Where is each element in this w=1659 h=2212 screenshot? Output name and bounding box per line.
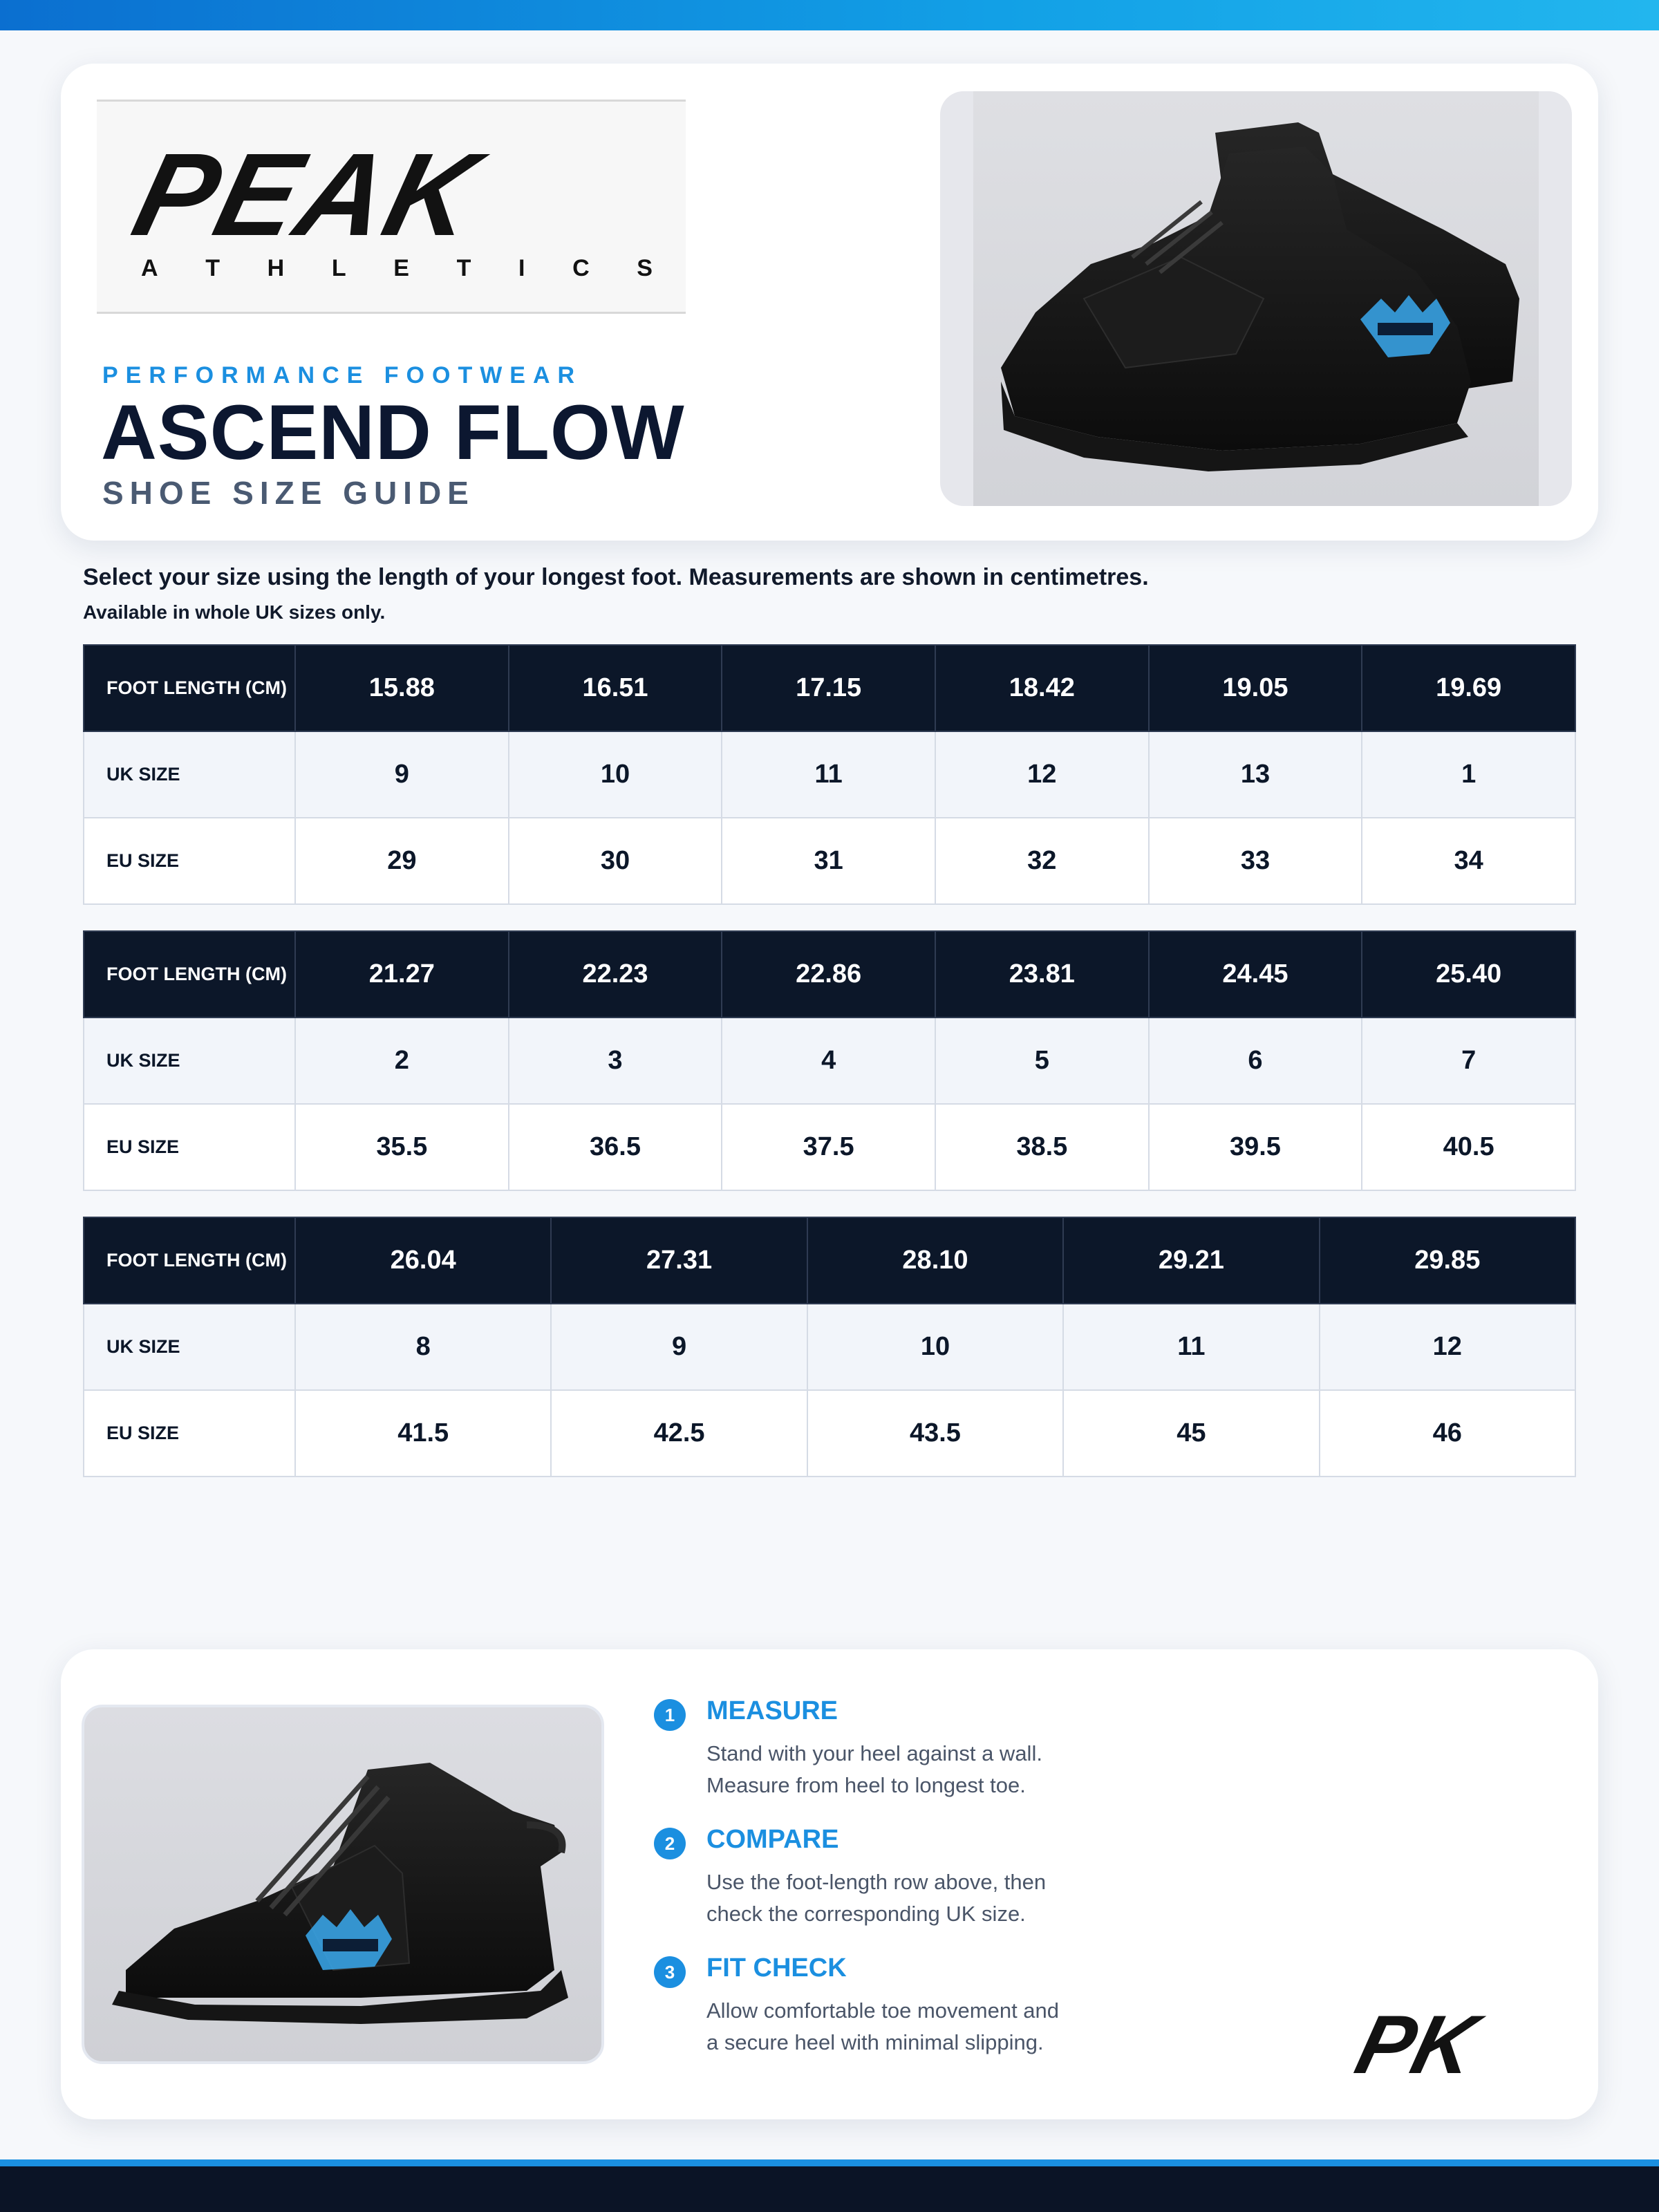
uk-size-cell: 1 [1362, 731, 1575, 818]
uk-size-cell: 3 [509, 1018, 722, 1104]
eu-size-cell: 29 [295, 818, 509, 904]
uk-size-cell: 9 [295, 731, 509, 818]
eu-size-cell: 46 [1320, 1390, 1575, 1477]
step-body [706, 1738, 1232, 1801]
eu-size-row [84, 818, 1575, 904]
foot-length-cell: 24.45 [1149, 931, 1362, 1018]
logo-letter: A [141, 255, 158, 281]
uk-size-cell: 9 [551, 1304, 807, 1390]
step-body-line: Use the foot-length row above, then [706, 1870, 1047, 1894]
uk-size-cell: 8 [295, 1304, 551, 1390]
step-body [706, 1995, 1232, 2059]
foot-length-cell: 18.42 [935, 645, 1149, 731]
step-body-line: Allow comfortable toe movement and [706, 1998, 1060, 2023]
step-title: MEASURE [706, 1696, 838, 1725]
step-number-badge: 2 [654, 1828, 686, 1859]
row-label: FOOT LENGTH (CM) [84, 1217, 295, 1304]
foot-length-cell: 16.51 [509, 645, 722, 731]
guide-subtitle: SHOE SIZE GUIDE [102, 475, 475, 511]
step-title: FIT CHECK [706, 1953, 847, 1983]
logo-wordmark: PEAK [122, 129, 493, 261]
intro-note: Available in whole UK sizes only. [83, 601, 386, 623]
uk-size-cell: 10 [807, 1304, 1063, 1390]
product-photo-side [82, 1705, 604, 2064]
pk-monogram-logo [1345, 1995, 1553, 2092]
step-body [706, 1866, 1232, 1930]
logo-subtitle [141, 255, 653, 282]
step-body-line: Stand with your heel against a wall. [706, 1741, 1042, 1765]
foot-length-cell: 29.85 [1320, 1217, 1575, 1304]
foot-length-row [84, 931, 1575, 1018]
row-label: UK SIZE [84, 1018, 295, 1104]
foot-length-cell: 15.88 [295, 645, 509, 731]
product-photo-pair [940, 91, 1572, 506]
logo-letter: T [205, 255, 220, 281]
eu-size-cell: 42.5 [551, 1390, 807, 1477]
eu-size-cell: 34 [1362, 818, 1575, 904]
step-title: COMPARE [706, 1825, 839, 1854]
row-label: FOOT LENGTH (CM) [84, 645, 295, 731]
top-accent-bar [0, 0, 1659, 30]
foot-length-cell: 25.40 [1362, 931, 1575, 1018]
eu-size-cell: 39.5 [1149, 1104, 1362, 1190]
eu-size-cell: 41.5 [295, 1390, 551, 1477]
logo-letter: I [518, 255, 525, 281]
measure-guide-card [61, 1649, 1598, 2119]
row-label: UK SIZE [84, 731, 295, 818]
eu-size-cell: 37.5 [722, 1104, 935, 1190]
foot-length-row [84, 1217, 1575, 1304]
size-table-2 [83, 930, 1576, 1191]
uk-size-cell: 13 [1149, 731, 1362, 818]
uk-size-cell: 2 [295, 1018, 509, 1104]
foot-length-cell: 27.31 [551, 1217, 807, 1304]
row-label: EU SIZE [84, 1104, 295, 1190]
uk-size-cell: 6 [1149, 1018, 1362, 1104]
foot-length-cell: 28.10 [807, 1217, 1063, 1304]
foot-length-cell: 22.23 [509, 931, 722, 1018]
product-title: ASCEND FLOW [101, 389, 685, 476]
eu-size-cell: 36.5 [509, 1104, 722, 1190]
foot-length-cell: 26.04 [295, 1217, 551, 1304]
hero-card [61, 64, 1598, 541]
step-body-line: Measure from heel to longest toe. [706, 1773, 1026, 1797]
eu-size-cell: 45 [1063, 1390, 1319, 1477]
shoe-pair-image [973, 91, 1539, 506]
brand-logo [97, 100, 686, 314]
photo-backdrop [973, 91, 1539, 506]
logo-letter: T [456, 255, 471, 281]
uk-size-cell: 10 [509, 731, 722, 818]
eu-size-cell: 30 [509, 818, 722, 904]
uk-size-cell: 7 [1362, 1018, 1575, 1104]
eu-size-cell: 31 [722, 818, 935, 904]
logo-letter: H [267, 255, 285, 281]
foot-length-cell: 29.21 [1063, 1217, 1319, 1304]
foot-length-cell: 19.05 [1149, 645, 1362, 731]
foot-length-cell: 21.27 [295, 931, 509, 1018]
eu-size-cell: 33 [1149, 818, 1362, 904]
bottom-footer-bar [0, 2159, 1659, 2212]
eu-size-row [84, 1104, 1575, 1190]
uk-size-row [84, 1304, 1575, 1390]
uk-size-row [84, 1018, 1575, 1104]
foot-length-cell: 19.69 [1362, 645, 1575, 731]
foot-length-cell: 17.15 [722, 645, 935, 731]
row-label: FOOT LENGTH (CM) [84, 931, 295, 1018]
step-body-line: a secure heel with minimal slipping. [706, 2030, 1044, 2054]
logo-letter: E [393, 255, 409, 281]
shoe-side-image [84, 1707, 601, 2061]
step-body-line: check the corresponding UK size. [706, 1902, 1026, 1926]
uk-size-cell: 11 [1063, 1304, 1319, 1390]
eu-size-row [84, 1390, 1575, 1477]
size-table-3 [83, 1217, 1576, 1477]
step-number-badge: 1 [654, 1699, 686, 1731]
intro-text: Select your size using the length of your longest foot. Measurements are shown in centimetres. [83, 564, 1149, 590]
foot-length-cell: 22.86 [722, 931, 935, 1018]
eu-size-cell: 40.5 [1362, 1104, 1575, 1190]
eu-size-cell: 38.5 [935, 1104, 1149, 1190]
uk-size-cell: 12 [1320, 1304, 1575, 1390]
foot-length-row [84, 645, 1575, 731]
eu-size-cell: 43.5 [807, 1390, 1063, 1477]
uk-size-cell: 4 [722, 1018, 935, 1104]
uk-size-cell: 11 [722, 731, 935, 818]
row-label: UK SIZE [84, 1304, 295, 1390]
logo-letter: L [331, 255, 346, 281]
pk-monogram-text: PK [1347, 1998, 1486, 2091]
logo-letter: S [637, 255, 653, 281]
eu-size-cell: 32 [935, 818, 1149, 904]
logo-letter: C [572, 255, 590, 281]
uk-size-cell: 12 [935, 731, 1149, 818]
size-table-1 [83, 644, 1576, 905]
step-number-badge: 3 [654, 1956, 686, 1988]
row-label: EU SIZE [84, 1390, 295, 1477]
eyebrow-label: PERFORMANCE FOOTWEAR [102, 362, 583, 388]
foot-length-cell: 23.81 [935, 931, 1149, 1018]
eu-size-cell: 35.5 [295, 1104, 509, 1190]
row-label: EU SIZE [84, 818, 295, 904]
uk-size-cell: 5 [935, 1018, 1149, 1104]
uk-size-row [84, 731, 1575, 818]
